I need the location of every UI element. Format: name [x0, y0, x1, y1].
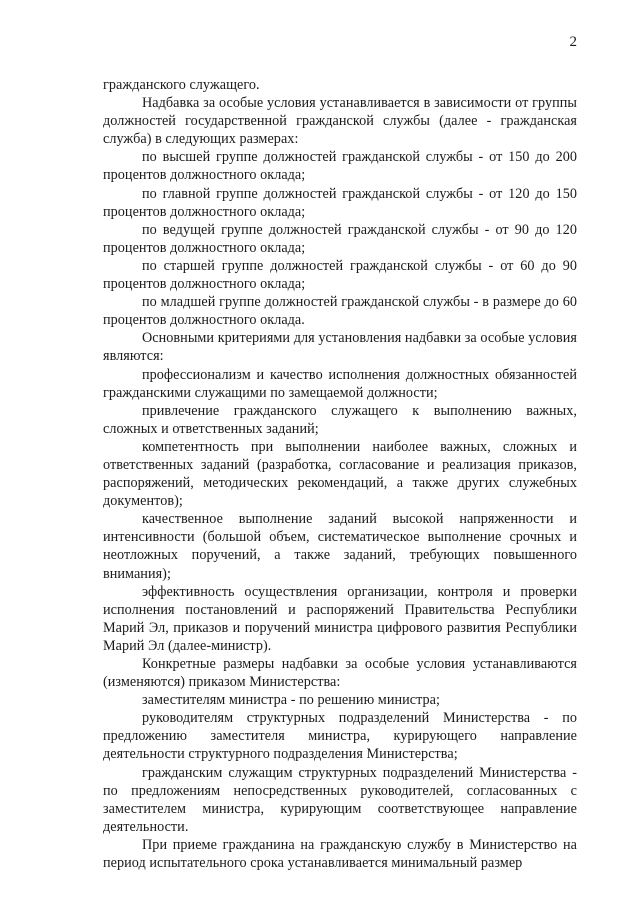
paragraph: компетентность при выполнении наиболее важных, сложных и ответственных заданий (разработка, согласование и реализация приказов, распоряжений, методических рекомендаций, а также других служебных документов);: [103, 438, 577, 510]
paragraph: привлечение гражданского служащего к выполнению важных, сложных и ответственных заданий;: [103, 402, 577, 437]
paragraph: по высшей группе должностей гражданской службы - от 150 до 200 процентов должностного оклада;: [103, 149, 577, 184]
paragraph: по старшей группе должностей гражданской службы - от 60 до 90 процентов должностного оклада;: [103, 257, 577, 293]
paragraph: по ведущей группе должностей гражданской службы - от 90 до 120 процентов должностного оклада;: [103, 221, 577, 256]
paragraph: Конкретные размеры надбавки за особые условия устанавливаются (изменяются) приказом Министерства:: [103, 656, 577, 691]
paragraph: по главной группе должностей гражданской службы - от 120 до 150 процентов должностного оклада;: [103, 185, 577, 220]
paragraph: гражданского служащего.: [103, 77, 260, 93]
document-body: [103, 76, 577, 872]
paragraph: профессионализм и качество исполнения должностных обязанностей гражданскими служащими по замещаемой должности;: [103, 366, 577, 401]
paragraph: гражданским служащим структурных подразделений Министерства - по предложениям непосредственных руководителей, согласованных с заместителем министра, курирующим соответствующее направление деятельности.: [103, 764, 577, 835]
paragraph: эффективность осуществления организации, контроля и проверки исполнения постановлений и распоряжений Правительства Республики Марий Эл, приказов и поручений министра цифрового развития Республики Марий Эл (далее-министр).: [103, 583, 577, 654]
paragraph: по младшей группе должностей гражданской службы - в размере до 60 процентов должностного оклада.: [103, 294, 577, 329]
paragraph: При приеме гражданина на гражданскую службу в Министерство на период испытательного срока устанавливается минимальный размер: [103, 836, 577, 872]
paragraph: Надбавка за особые условия устанавливается в зависимости от группы должностей государственной гражданской службы (далее - гражданская служба) в следующих размерах:: [103, 95, 577, 148]
paragraph: качественное выполнение заданий высокой напряженности и интенсивности (большой объем, систематическое выполнение срочных и неотложных поручений, а также заданий, требующих повышенного внимания);: [103, 511, 577, 582]
paragraph: Основными критериями для установления надбавки за особые условия являются:: [103, 330, 577, 365]
page-number: 2: [569, 34, 577, 50]
paragraph: руководителям структурных подразделений Министерства - по предложению заместителя министра, курирующего направление деятельности структурного подразделения Министерства;: [103, 710, 577, 763]
paragraph: заместителям министра - по решению министра;: [142, 692, 441, 709]
